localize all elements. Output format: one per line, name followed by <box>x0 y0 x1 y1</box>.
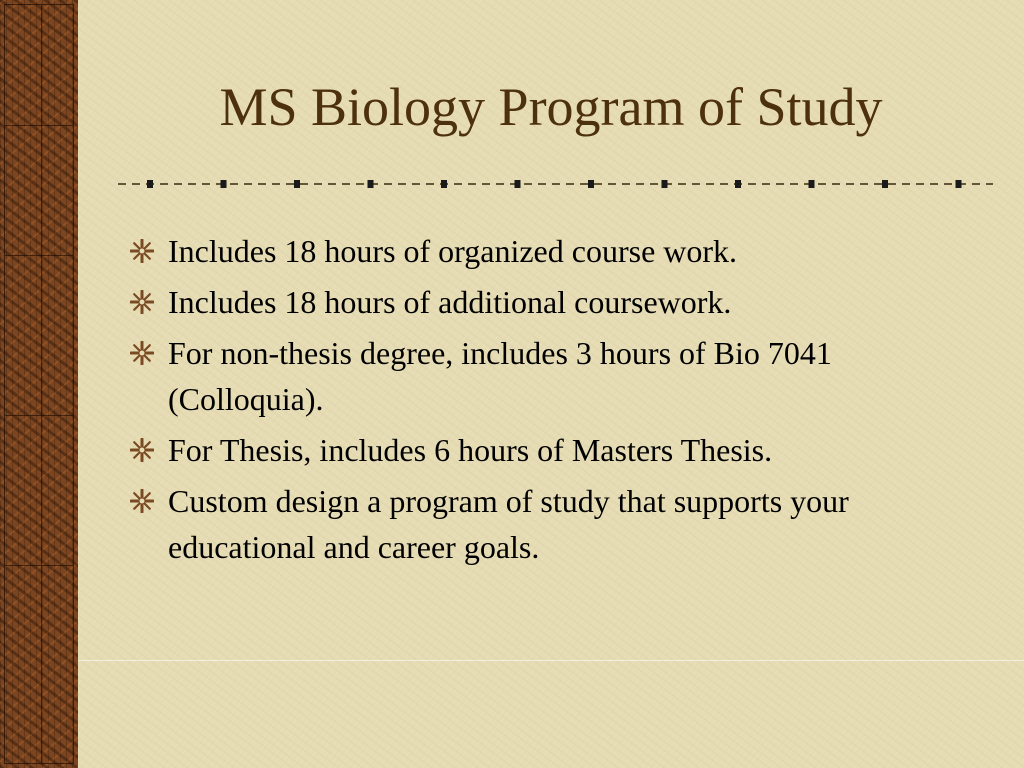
asterisk-burst-icon <box>130 341 154 365</box>
bullet-item <box>130 427 960 473</box>
divider-dot <box>147 180 153 188</box>
divider-dot <box>515 180 521 188</box>
asterisk-burst-icon <box>130 438 154 462</box>
asterisk-burst-icon <box>130 489 154 513</box>
bullet-text: Includes 18 hours of additional coursework. <box>168 284 732 320</box>
sidebar-grain-line <box>5 415 73 416</box>
wood-texture-sidebar <box>0 0 78 768</box>
sidebar-frame <box>4 4 74 764</box>
sidebar-divider-line <box>41 5 42 763</box>
bullet-text: For non-thesis degree, includes 3 hours of Bio 7041 (Colloquia). <box>168 335 832 417</box>
divider-dot <box>294 180 300 188</box>
divider-dot <box>809 180 815 188</box>
sidebar-grain-line <box>5 565 73 566</box>
bullet-item <box>130 228 960 274</box>
bullet-text: Includes 18 hours of organized course work. <box>168 233 738 269</box>
divider-dot <box>588 180 594 188</box>
asterisk-burst-icon <box>130 239 154 263</box>
bullet-item <box>130 478 960 570</box>
bullet-list <box>130 228 960 575</box>
divider-dot <box>735 180 741 188</box>
bullet-item <box>130 330 960 422</box>
divider-dot <box>368 180 374 188</box>
decorative-divider <box>118 176 993 192</box>
bullet-item <box>130 279 960 325</box>
divider-dot <box>441 180 447 188</box>
divider-dot <box>956 180 962 188</box>
bullet-text: Custom design a program of study that supports your educational and career goals. <box>168 483 849 565</box>
divider-dot <box>882 180 888 188</box>
bullet-text: For Thesis, includes 6 hours of Masters Thesis. <box>168 432 773 468</box>
asterisk-burst-icon <box>130 290 154 314</box>
divider-dot <box>221 180 227 188</box>
sidebar-grain-line <box>5 125 73 126</box>
sidebar-grain-line <box>5 255 73 256</box>
bottom-band-line <box>78 660 1024 661</box>
divider-dot <box>662 180 668 188</box>
slide-title: MS Biology Program of Study <box>219 77 883 137</box>
